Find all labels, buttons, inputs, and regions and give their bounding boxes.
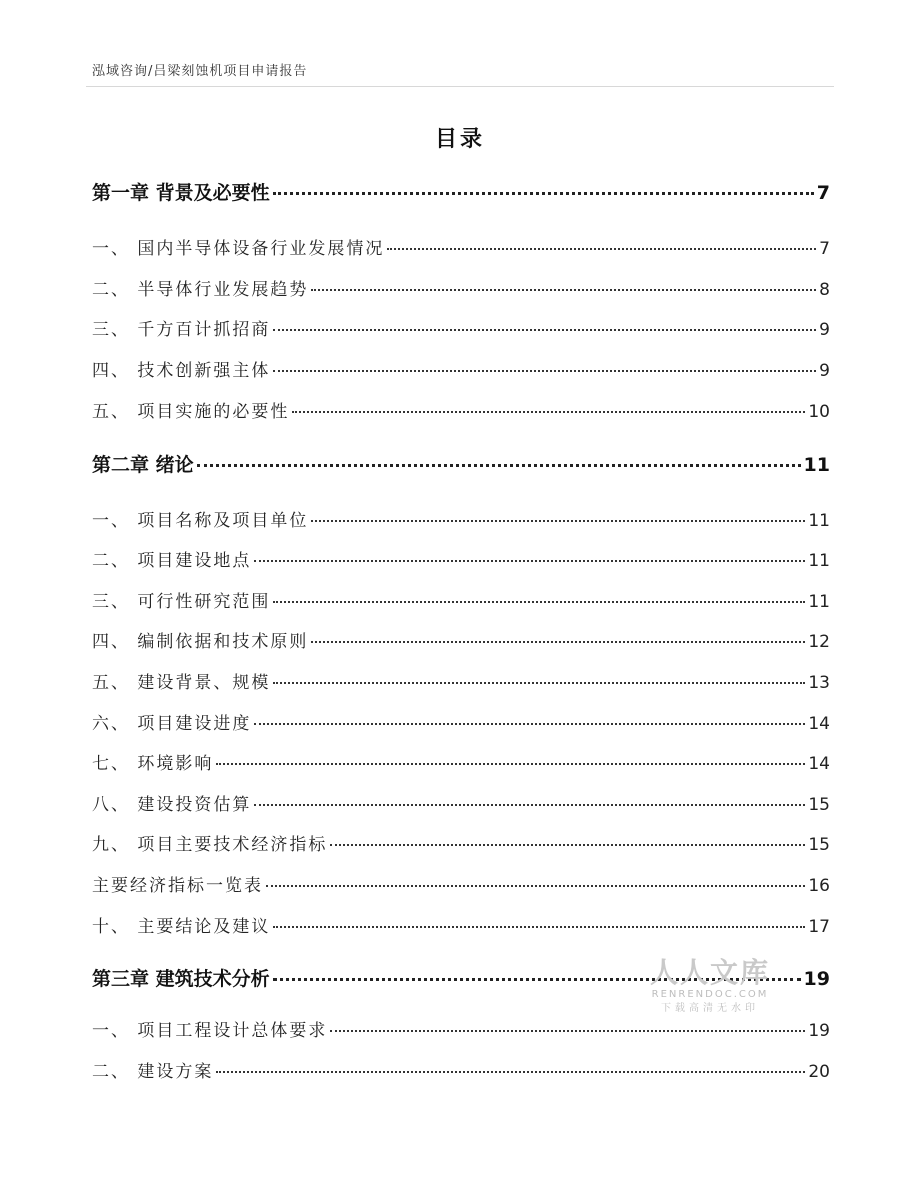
toc-entry-label: 一、 国内半导体设备行业发展情况 — [92, 239, 385, 259]
toc-page-number: 12 — [808, 632, 830, 652]
dot-leader — [311, 520, 805, 522]
dot-leader — [216, 1071, 805, 1073]
toc-entry-label: 二、 半导体行业发展趋势 — [92, 280, 309, 300]
toc-entry-label: 第二章 绪论 — [92, 454, 194, 476]
toc-section[interactable] — [92, 546, 830, 571]
toc-section[interactable] — [92, 1016, 830, 1041]
toc-section[interactable] — [92, 356, 830, 381]
toc-entry-label: 第三章 建筑技术分析 — [92, 968, 270, 990]
toc-chapter-3[interactable] — [92, 964, 830, 991]
toc-chapter-1[interactable] — [92, 178, 830, 205]
toc-page-number: 19 — [808, 1021, 830, 1041]
toc-entry-label: 十、 主要结论及建议 — [92, 917, 271, 937]
toc-page-number: 11 — [808, 511, 830, 531]
dot-leader — [197, 464, 801, 467]
watermark-domain: RENRENDOC.COM — [651, 989, 769, 1000]
toc-page-number: 19 — [803, 968, 830, 990]
header-divider — [86, 86, 834, 87]
toc-page-number: 8 — [819, 280, 830, 300]
dot-leader — [273, 601, 805, 603]
toc-section[interactable] — [92, 668, 830, 693]
watermark-tagline: 下载高清无水印 — [661, 1003, 759, 1014]
toc-page-number: 20 — [808, 1062, 830, 1082]
toc-section[interactable] — [92, 912, 830, 937]
toc-entry-label: 四、 技术创新强主体 — [92, 361, 271, 381]
toc-section[interactable] — [92, 709, 830, 734]
toc-section[interactable] — [92, 830, 830, 855]
toc-entry-label: 九、 项目主要技术经济指标 — [92, 835, 328, 855]
dot-leader — [266, 885, 805, 887]
toc-section[interactable] — [92, 275, 830, 300]
toc-entry-label: 二、 建设方案 — [92, 1062, 214, 1082]
toc-page-number: 17 — [808, 917, 830, 937]
dot-leader — [254, 804, 805, 806]
toc-entry-label: 二、 项目建设地点 — [92, 551, 252, 571]
dot-leader — [387, 248, 816, 250]
toc-page-number: 11 — [803, 454, 830, 476]
dot-leader — [216, 763, 805, 765]
page-header: 泓域咨询/吕梁刻蚀机项目申请报告 — [92, 64, 308, 79]
toc-entry-label: 第一章 背景及必要性 — [92, 182, 270, 204]
toc-page-number: 9 — [819, 361, 830, 381]
toc-section[interactable] — [92, 790, 830, 815]
toc-page-number: 10 — [808, 402, 830, 422]
toc-entry-label: 六、 项目建设进度 — [92, 714, 252, 734]
dot-leader — [273, 329, 816, 331]
dot-leader — [273, 978, 801, 981]
toc-section[interactable] — [92, 587, 830, 612]
toc-page-number: 15 — [808, 835, 830, 855]
toc-entry-label: 八、 建设投资估算 — [92, 795, 252, 815]
dot-leader — [254, 560, 805, 562]
watermark-logo-text: 人人文库 — [649, 956, 770, 989]
toc-section[interactable] — [92, 234, 830, 259]
toc-entry-label: 一、 项目名称及项目单位 — [92, 511, 309, 531]
dot-leader — [254, 723, 805, 725]
toc-page-number: 14 — [808, 754, 830, 774]
toc-page-number: 13 — [808, 673, 830, 693]
toc-section[interactable] — [92, 749, 830, 774]
toc-section[interactable] — [92, 397, 830, 422]
toc-page-number: 7 — [816, 182, 830, 204]
dot-leader — [311, 289, 816, 291]
toc-page-number: 7 — [819, 239, 830, 259]
toc-entry-label: 三、 可行性研究范围 — [92, 592, 271, 612]
toc-entry-label: 五、 建设背景、规模 — [92, 673, 271, 693]
toc-page-number: 14 — [808, 714, 830, 734]
toc-page-number: 11 — [808, 592, 830, 612]
toc-page-number: 15 — [808, 795, 830, 815]
toc-section[interactable] — [92, 1057, 830, 1082]
toc-page-number: 16 — [808, 876, 830, 896]
toc-page-number: 9 — [819, 320, 830, 340]
toc-chapter-2[interactable] — [92, 450, 830, 477]
dot-leader — [273, 682, 805, 684]
toc-entry-label: 三、 千方百计抓招商 — [92, 320, 271, 340]
dot-leader — [292, 411, 805, 413]
toc-entry-label: 五、 项目实施的必要性 — [92, 402, 290, 422]
toc-page-number: 11 — [808, 551, 830, 571]
toc-entry-label: 一、 项目工程设计总体要求 — [92, 1021, 328, 1041]
toc-entry-label: 四、 编制依据和技术原则 — [92, 632, 309, 652]
toc-section[interactable] — [92, 627, 830, 652]
dot-leader — [311, 641, 805, 643]
toc-section[interactable] — [92, 506, 830, 531]
dot-leader — [273, 926, 805, 928]
toc-entry-label: 主要经济指标一览表 — [92, 876, 263, 896]
dot-leader — [273, 192, 814, 195]
dot-leader — [330, 844, 805, 846]
toc-section[interactable] — [92, 315, 830, 340]
toc-section[interactable] — [92, 871, 830, 896]
toc-title: 目录 — [434, 127, 485, 152]
dot-leader — [273, 370, 816, 372]
toc-entry-label: 七、 环境影响 — [92, 754, 214, 774]
dot-leader — [330, 1030, 805, 1032]
